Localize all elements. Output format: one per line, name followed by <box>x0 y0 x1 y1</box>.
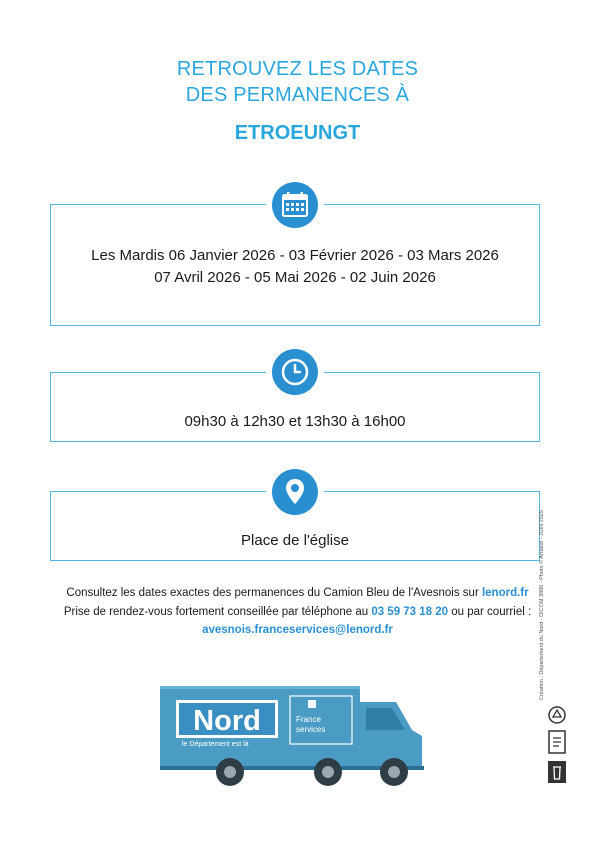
info-line-1-text: Consultez les dates exactes des permanences du Camion Bleu de l'Avesnois sur <box>66 587 482 599</box>
info-line-3 <box>0 621 595 640</box>
phone-number[interactable]: 03 59 73 18 20 <box>371 606 449 618</box>
info-line-2-suffix: ou par courriel : <box>448 606 532 618</box>
info-line-1 <box>0 584 595 603</box>
title-line-2: DES PERMANENCES À <box>185 84 410 106</box>
calendar-icon <box>272 182 318 228</box>
email-link[interactable]: avesnois.franceservices@lenord.fr <box>202 624 393 636</box>
truck-illustration <box>160 678 430 798</box>
partner-line-1: France <box>296 715 321 724</box>
location-pin-icon <box>272 469 318 515</box>
credit-text: Création : Département du Nord - DICOM 3880 - Photo © Arnaud - JUIN 2025 <box>539 510 545 700</box>
dates-text <box>51 245 539 289</box>
title-line-1: RETROUVEZ LES DATES <box>176 58 419 80</box>
clock-icon <box>272 349 318 395</box>
truck-brand: Nord <box>193 705 261 737</box>
place-text: Place de l'église <box>241 532 349 549</box>
recycling-icon <box>547 705 567 730</box>
hours-text: 09h30 à 12h30 et 13h30 à 16h00 <box>184 413 406 430</box>
info-line-2-text: Prise de rendez-vous fortement conseillée par téléphone au <box>63 606 372 618</box>
info-line-2 <box>0 603 595 622</box>
dates-line-1: Les Mardis 06 Janvier 2026 - 03 Février 2026 - 03 Mars 2026 <box>91 247 499 264</box>
partner-line-2: services <box>296 725 326 734</box>
website-link[interactable]: lenord.fr <box>481 587 529 599</box>
truck-tagline: le Département est là <box>182 741 249 748</box>
paper-recycle-icon <box>547 730 567 759</box>
trash-bin-icon <box>547 760 567 789</box>
dates-line-2: 07 Avril 2026 - 05 Mai 2026 - 02 Juin 2026 <box>154 269 436 286</box>
town-name: ETROEUNGT <box>234 122 361 144</box>
